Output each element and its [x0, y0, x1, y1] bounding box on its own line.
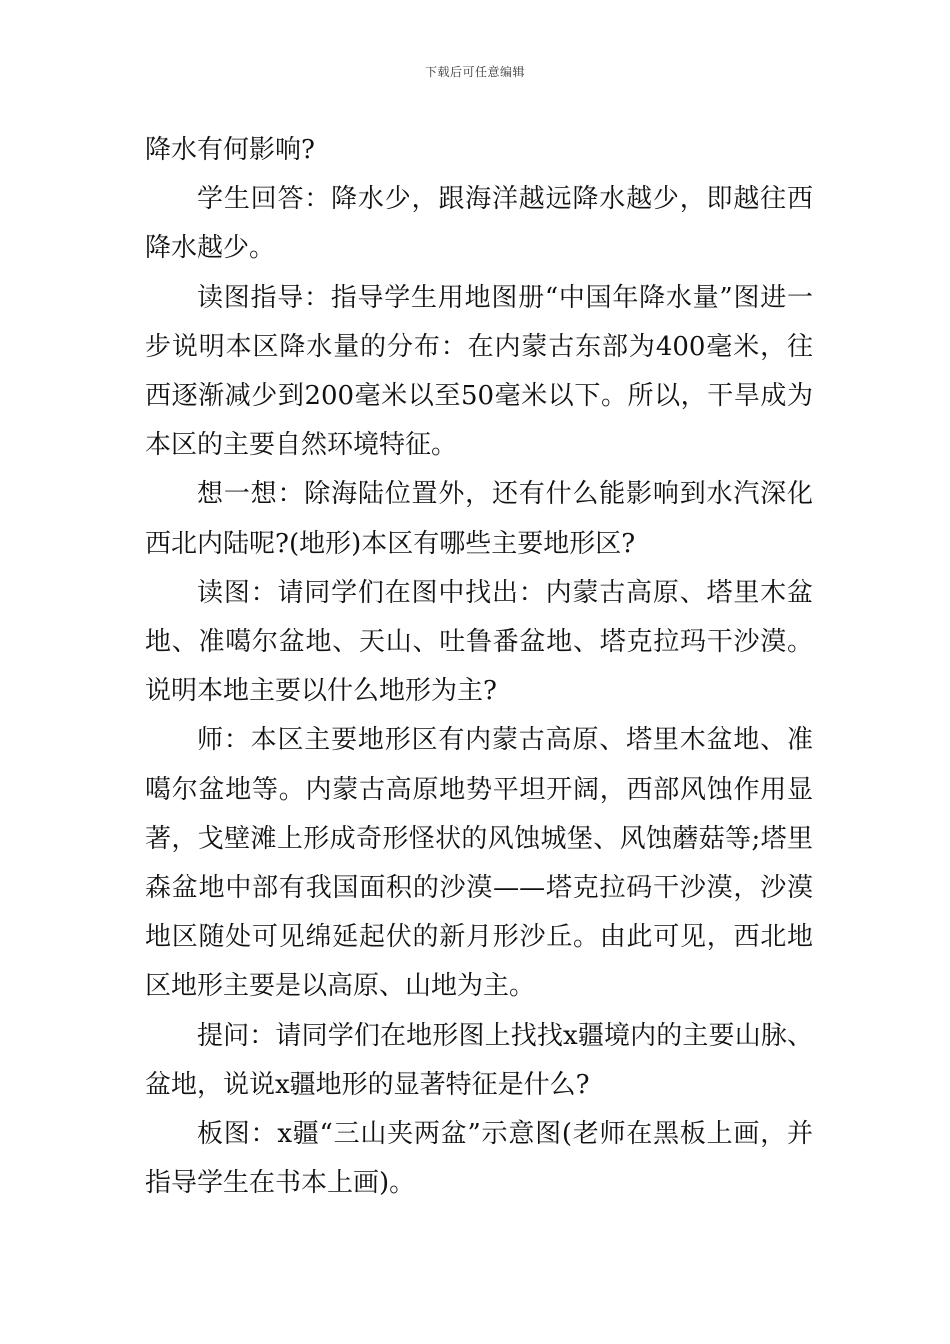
page-header-note: 下载后可任意编辑: [424, 65, 525, 79]
document-body: [145, 126, 813, 1208]
paragraph: 师：本区主要地形区有内蒙古高原、塔里木盆地、准噶尔盆地等。内蒙古高原地势平坦开阔，西部风蚀作用显著，戈壁滩上形成奇形怪状的风蚀城堡、风蚀蘑菇等;塔里森盆地中部有我国面积的沙漠——塔克拉码干沙漠，沙漠地区随处可见绵延起伏的新月形沙丘。由此可见，西北地区地形主要是以高原、山地为主。: [145, 725, 813, 1002]
paragraph: 想一想：除海陆位置外，还有什么能影响到水汽深化西北内陆呢?(地形)本区有哪些主要地形区?: [145, 479, 813, 559]
paragraph: 学生回答：降水少，跟海洋越远降水越少，即越往西降水越少。: [145, 184, 813, 264]
paragraph: 降水有何影响?: [145, 135, 315, 165]
paragraph: 提问：请同学们在地形图上找找x疆境内的主要山脉、盆地，说说x疆地形的显著特征是什么?: [145, 1020, 813, 1100]
paragraph: 读图指导：指导学生用地图册“中国年降水量”图进一步说明本区降水量的分布：在内蒙古东部为400毫米，往西逐渐减少到200毫米以至50毫米以下。所以，干旱成为本区的主要自然环境特征。: [145, 282, 813, 461]
paragraph: 读图：请同学们在图中找出：内蒙古高原、塔里木盆地、准噶尔盆地、天山、吐鲁番盆地、塔克拉玛干沙漠。说明本地主要以什么地形为主?: [145, 577, 813, 707]
paragraph: 板图：x疆“三山夹两盆”示意图(老师在黑板上画，并指导学生在书本上画)。: [145, 1119, 813, 1199]
